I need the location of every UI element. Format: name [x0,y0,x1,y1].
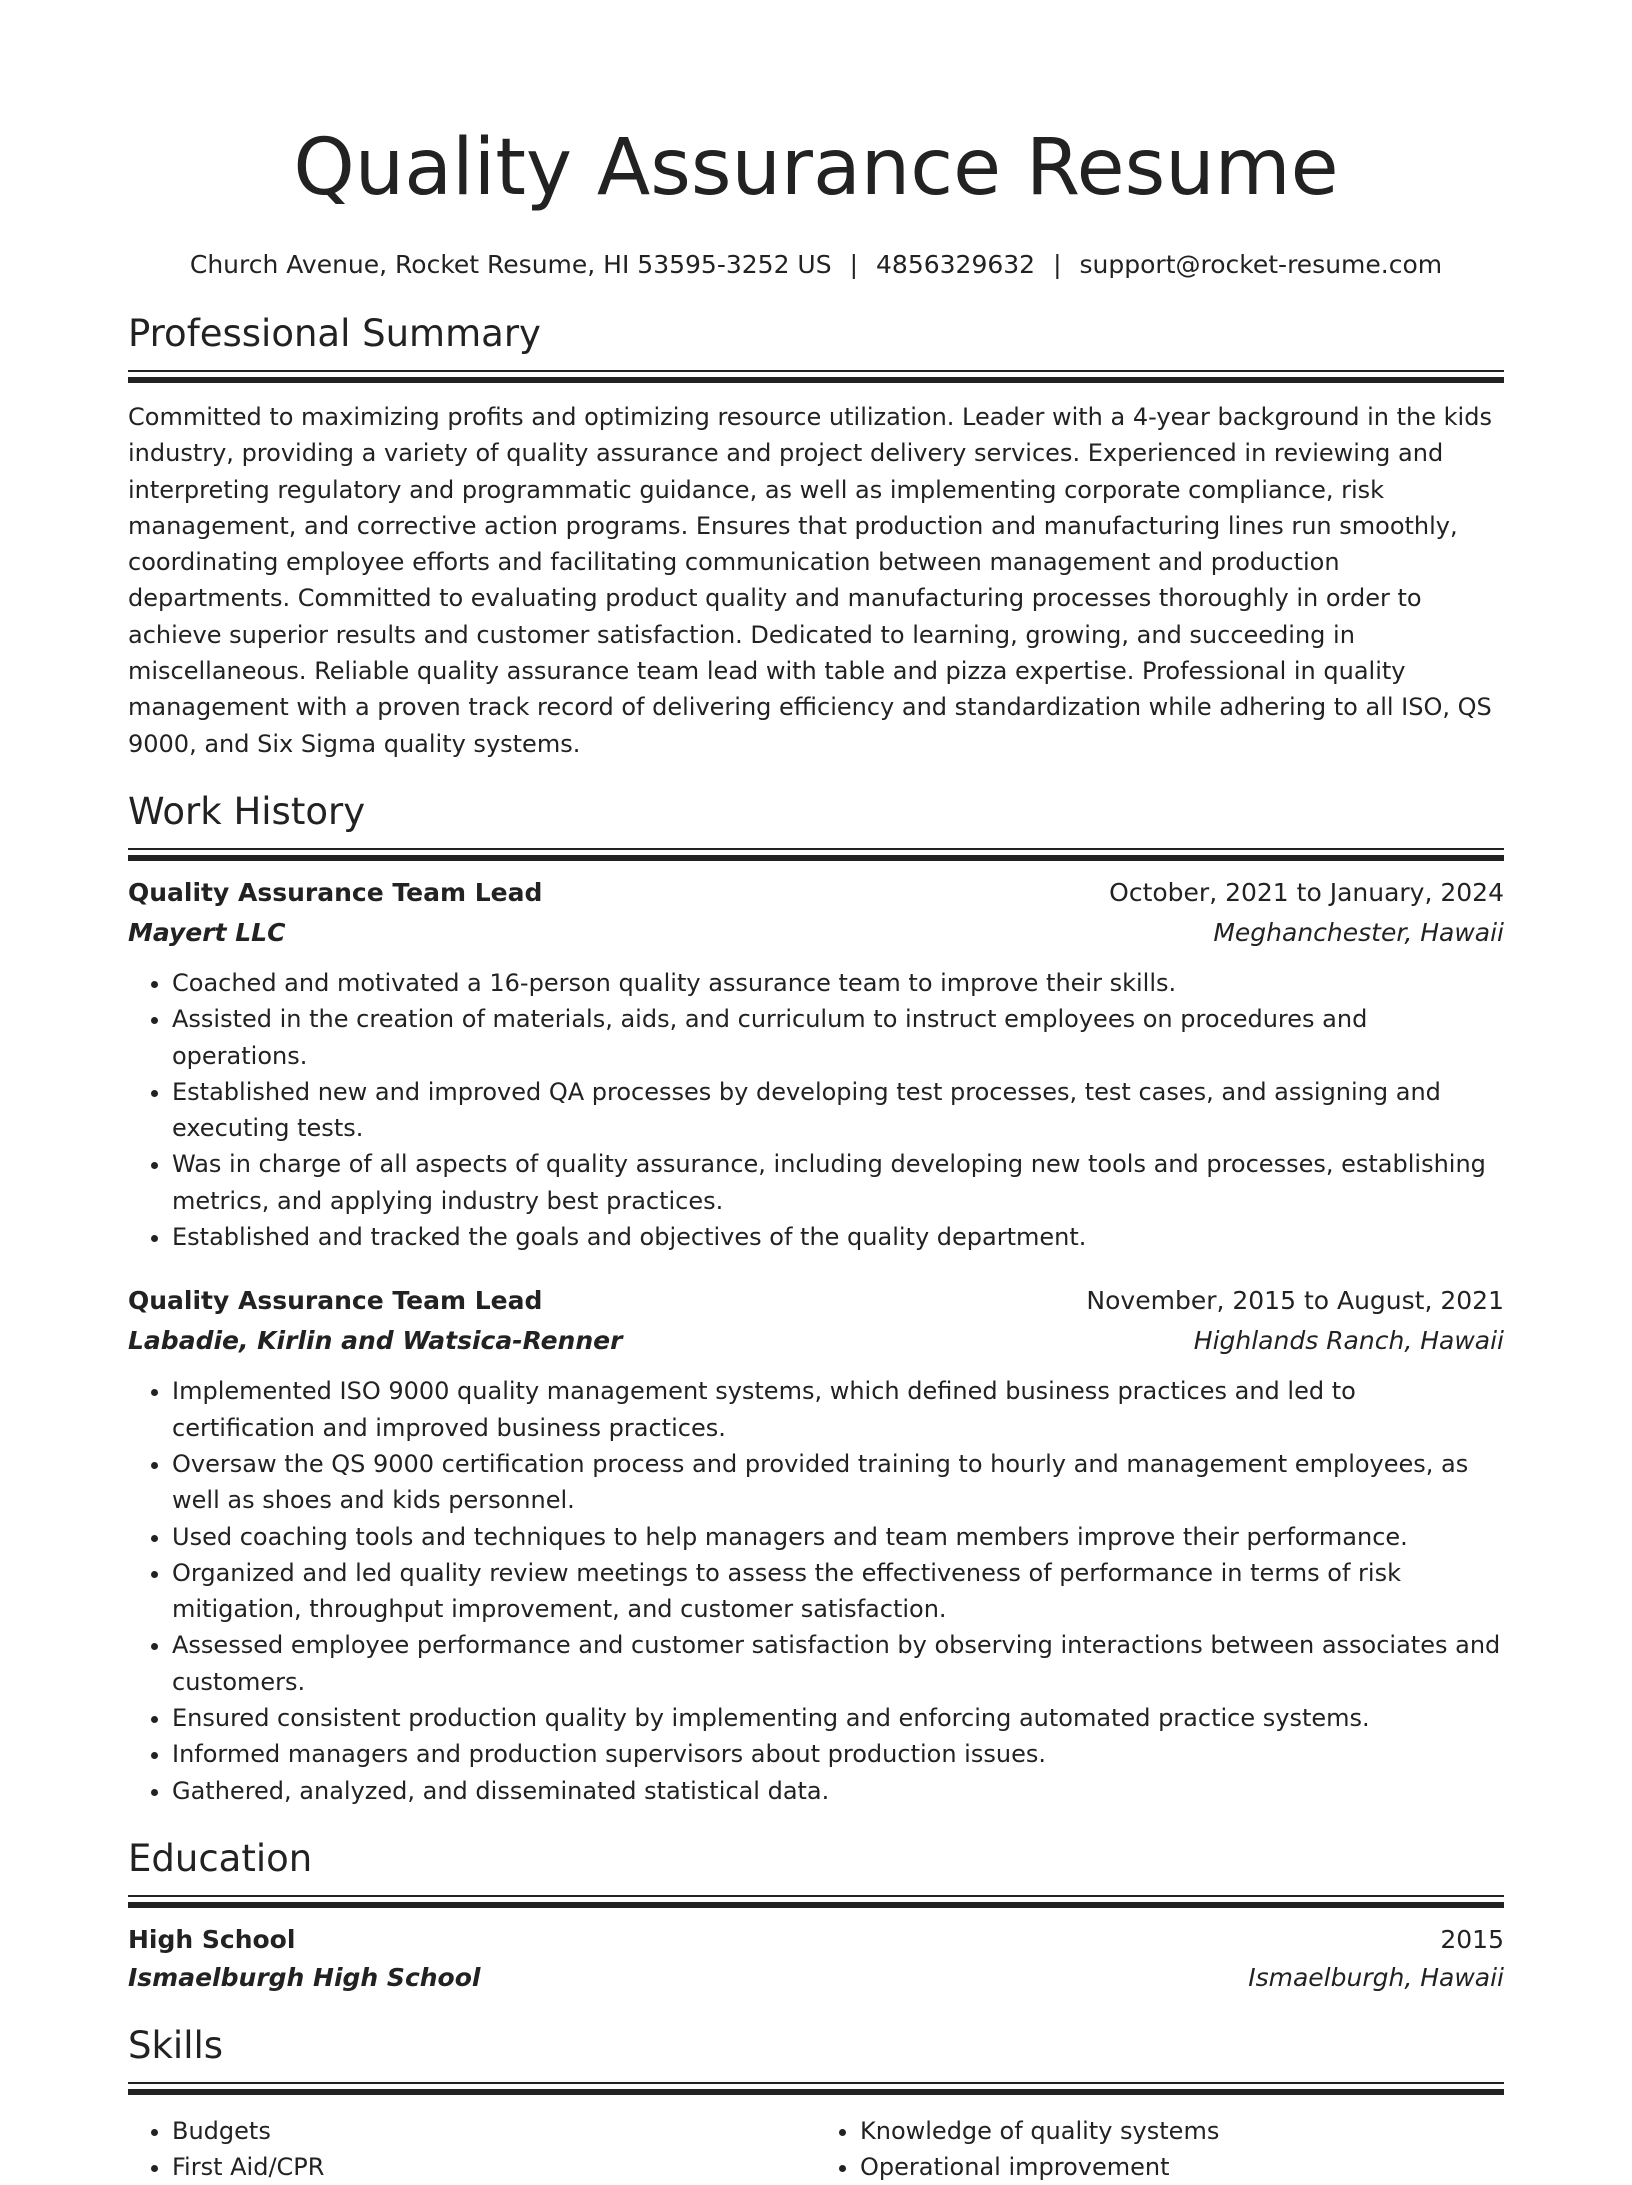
contact-phone: 4856329632 [876,250,1036,279]
job-bullet: • Implemented ISO 9000 quality management systems, which defined business practices and led to certification and improved business practices. [172,1373,1504,1446]
job-title: Quality Assurance Team Lead [128,877,543,907]
summary-text: Committed to maximizing profits and optimizing resource utilization. Leader with a 4-year background in the kids industry, providing a variety of quality assurance and project delivery services. Experienced in reviewing and interpreting regulatory and programmatic guidance, as well as implementing corporate compliance, risk management, and corrective action programs. Ensures that production and manufacturing lines run smoothly, coordinating employee efforts and facilitating communication between management and production departments. Committed to evaluating product quality and manufacturing processes thoroughly in order to achieve superior results and customer satisfaction. Dedicated to learning, growing, and succeeding in miscellaneous. Reliable quality assurance team lead with table and pizza expertise. Professional in quality management with a proven track record of delivering efficiency and standardization while adhering to all ISO, QS 9000, and Six Sigma quality systems. [128,403,1492,758]
education-location: Ismaelburgh, Hawaii [1248,1962,1504,1992]
education-year: 2015 [1440,1924,1504,1954]
education-school-row [128,1960,1504,1996]
job-company: Mayert LLC [128,917,286,947]
job-company-row [128,915,1504,951]
section-rule-thick [128,855,1504,861]
education-header-row [128,1922,1504,1958]
section-rule-thick [128,1902,1504,1908]
job-entry [128,875,1504,1255]
skill-item: • Operational improvement [860,2149,1504,2185]
job-company-row [128,1323,1504,1359]
summary-section [128,310,1504,762]
skill-item: • Budgets [172,2113,816,2149]
skill-item: • First Aid/CPR [172,2149,816,2185]
job-header-row [128,875,1504,911]
section-rule-thin [128,1895,1504,1897]
section-rule-thin [128,848,1504,850]
job-location: Meghanchester, Hawaii [1213,917,1504,947]
section-rule-thick [128,2089,1504,2095]
education-school: Ismaelburgh High School [128,1962,481,1992]
job-bullet: • Established new and improved QA processes by developing test processes, test cases, and assigning and executing tests. [172,1074,1504,1147]
contact-separator: | [849,250,859,279]
job-bullets [128,965,1504,1255]
job-dates: November, 2015 to August, 2021 [1086,1286,1504,1316]
section-rule-thin [128,370,1504,372]
job-bullets [128,1373,1504,1809]
work-section [128,788,1504,1809]
job-bullet: • Assisted in the creation of materials, aids, and curriculum to instruct employees on procedures and operations. [172,1001,1504,1074]
job-title: Quality Assurance Team Lead [128,1286,543,1316]
job-bullet: • Was in charge of all aspects of quality assurance, including developing new tools and processes, establishing metrics, and applying industry best practices. [172,1146,1504,1219]
contact-line [128,248,1504,282]
skills-columns [128,2113,1504,2185]
job-bullet: • Organized and led quality review meetings to assess the effectiveness of performance in terms of risk mitigation, throughput improvement, and customer satisfaction. [172,1555,1504,1628]
contact-separator: | [1053,250,1062,279]
skills-right-list [816,2113,1504,2185]
education-section [128,1835,1504,1996]
job-dates: October, 2021 to January, 2024 [1109,877,1504,907]
skills-section [128,2022,1504,2185]
education-degree: High School [128,1924,296,1954]
job-bullet: • Gathered, analyzed, and disseminated statistical data. [172,1773,1504,1809]
job-entry [128,1283,1504,1809]
job-bullet: • Assessed employee performance and customer satisfaction by observing interactions between associates and customers. [172,1627,1504,1700]
section-rule-thick [128,377,1504,383]
job-bullet: • Used coaching tools and techniques to help managers and team members improve their performance. [172,1519,1504,1555]
education-heading: Education [128,1836,313,1880]
resume-title: Quality Assurance Resume [293,123,1339,213]
contact-address: Church Avenue, Rocket Resume, HI 53595-3252 US [189,250,832,279]
job-header-row [128,1283,1504,1319]
work-heading: Work History [128,789,366,833]
job-bullet: • Oversaw the QS 9000 certification process and provided training to hourly and management employees, as well as shoes and kids personnel. [172,1446,1504,1519]
summary-heading: Professional Summary [128,312,541,355]
job-location: Highlands Ranch, Hawaii [1193,1326,1504,1356]
skill-item: • Knowledge of quality systems [860,2113,1504,2149]
section-rule-thin [128,2082,1504,2084]
job-bullet: • Ensured consistent production quality by implementing and enforcing automated practice systems. [172,1700,1504,1736]
contact-email: support@rocket-resume.com [1079,250,1443,279]
job-bullet: • Informed managers and production supervisors about production issues. [172,1736,1504,1772]
job-bullet: • Established and tracked the goals and objectives of the quality department. [172,1219,1504,1255]
job-bullet: • Coached and motivated a 16-person quality assurance team to improve their skills. [172,965,1504,1001]
skills-left-list [128,2113,816,2185]
skills-heading: Skills [128,2023,224,2067]
job-company: Labadie, Kirlin and Watsica-Renner [128,1326,623,1356]
